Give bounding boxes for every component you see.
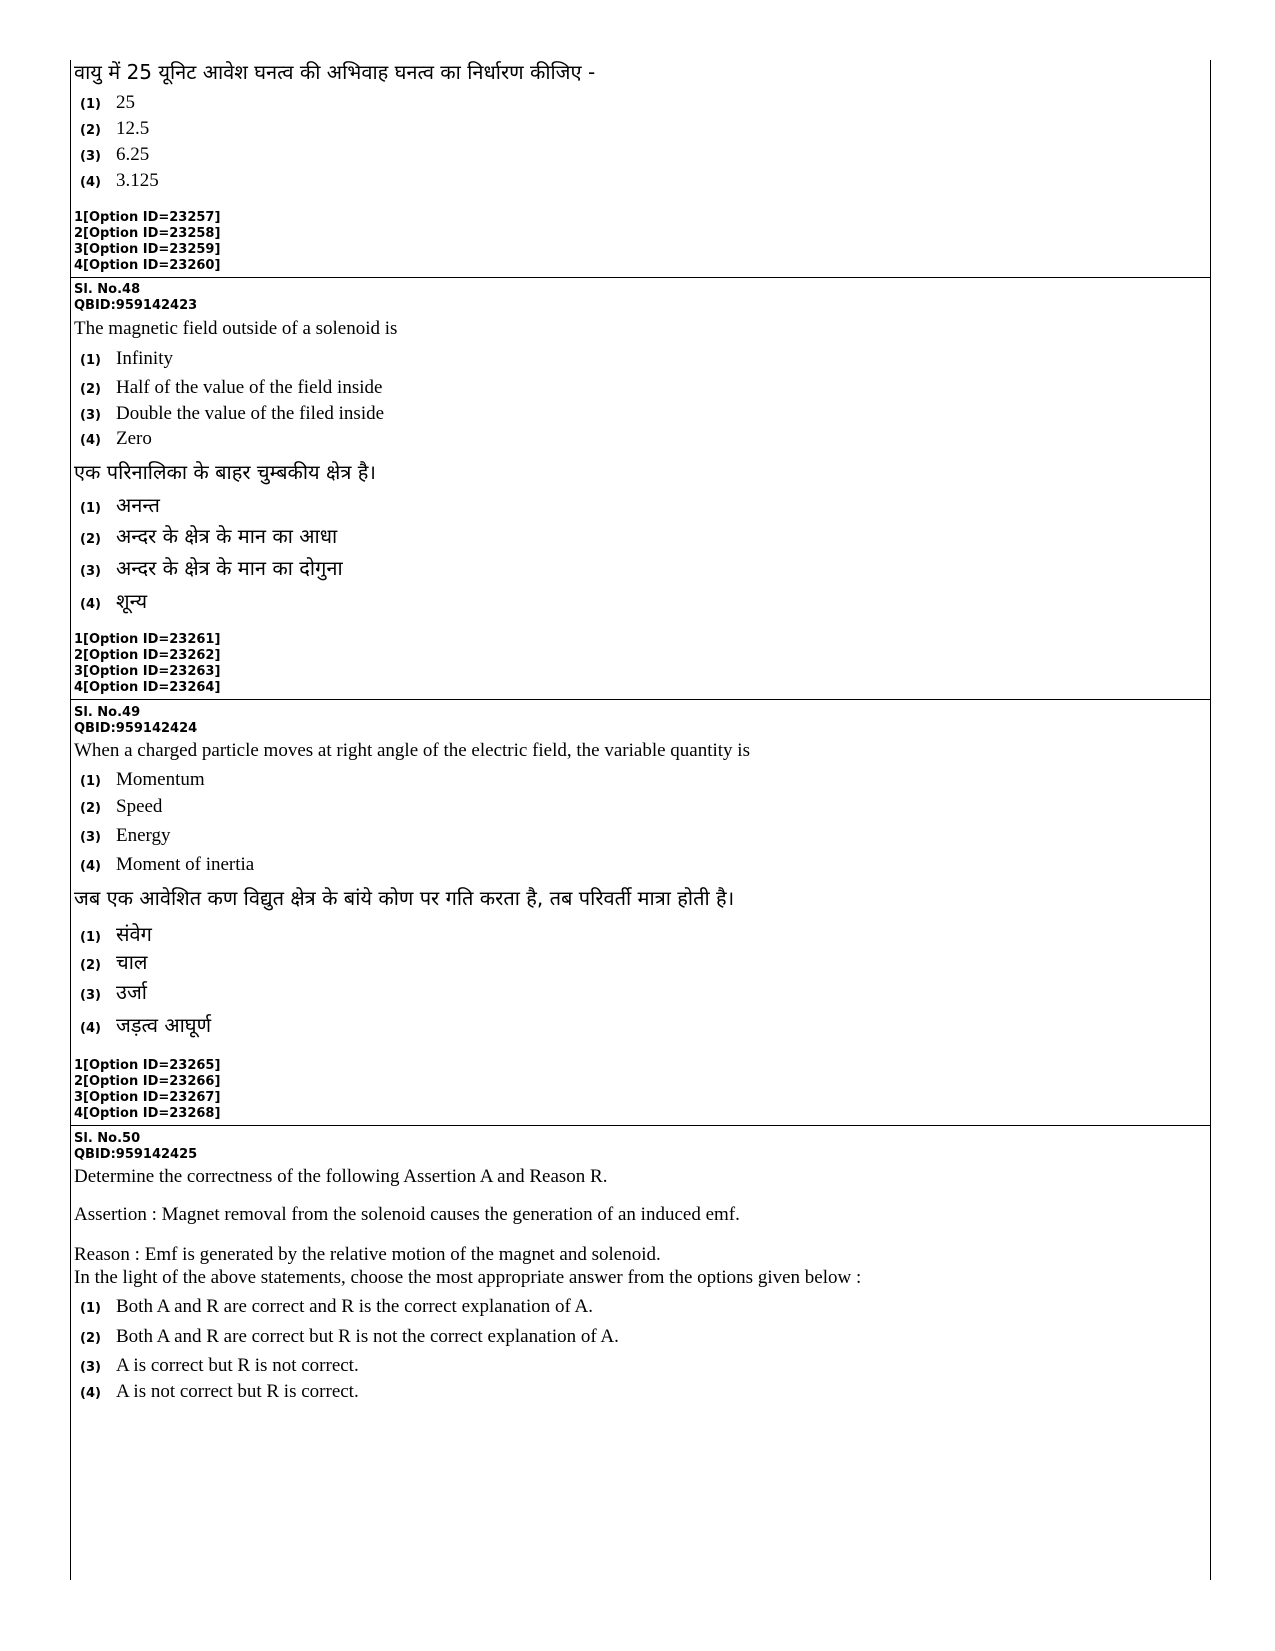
q49-sl-no: Sl. No.49 [74, 705, 141, 720]
q50-reason: Reason : Emf is generated by the relative motion of the magnet and solenoid. [74, 1244, 661, 1265]
q49-hindi-question: जब एक आवेशित कण विद्युत क्षेत्र के बांये कोण पर गति करता है, तब परिवर्ती मात्रा होती है। [74, 886, 735, 910]
divider [70, 277, 1211, 278]
q50-option-1: (1) Both A and R are correct and R is the correct explanation of A. [80, 1296, 593, 1317]
q48-header [74, 282, 1204, 314]
q49-question: When a charged particle moves at right angle of the electric field, the variable quantity is [74, 740, 750, 761]
q50-option-4: (4) A is not correct but R is correct. [80, 1381, 359, 1402]
q49-option-ids: 1[Option ID=23265] 2[Option ID=23266] 3[Option ID=23267] 4[Option ID=23268] [74, 1058, 221, 1121]
q49-option-3: (3) Energy [80, 825, 171, 846]
q48-option-4: (4) Zero [80, 428, 152, 449]
q49-header [74, 705, 1204, 737]
q49-hindi-option-3: (3) उर्जा [80, 980, 147, 1004]
q47-hindi-question: वायु में 25 यूनिट आवेश घनत्व की अभिवाह घनत्व का निर्धारण कीजिए - [74, 60, 596, 84]
q49-hindi-option-1: (1) संवेग [80, 922, 152, 946]
q50-question: Determine the correctness of the following Assertion A and Reason R. [74, 1166, 608, 1187]
q50-option-3: (3) A is correct but R is not correct. [80, 1355, 359, 1376]
q49-option-2: (2) Speed [80, 796, 163, 817]
q47-option-2: (2) 12.5 [80, 118, 150, 139]
q48-option-ids: 1[Option ID=23261] 2[Option ID=23262] 3[Option ID=23263] 4[Option ID=23264] [74, 632, 221, 695]
q49-option-1: (1) Momentum [80, 769, 205, 790]
q49-hindi-option-2: (2) चाल [80, 950, 148, 974]
q48-question: The magnetic field outside of a solenoid is [74, 318, 398, 339]
q48-option-1: (1) Infinity [80, 348, 173, 369]
q49-qbid: QBID:959142424 [74, 721, 198, 736]
q48-option-3: (3) Double the value of the filed inside [80, 403, 385, 424]
q50-option-2: (2) Both A and R are correct but R is not the correct explanation of A. [80, 1326, 619, 1347]
q48-hindi-question: एक परिनालिका के बाहर चुम्बकीय क्षेत्र है। [74, 460, 376, 484]
q48-option-2: (2) Half of the value of the field inside [80, 377, 383, 398]
q48-hindi-option-3: (3) अन्दर के क्षेत्र के मान का दोगुना [80, 556, 343, 580]
q47-option-3: (3) 6.25 [80, 144, 150, 165]
q48-sl-no: Sl. No.48 [74, 282, 141, 297]
q48-hindi-option-1: (1) अनन्त [80, 493, 160, 517]
q48-hindi-option-4: (4) शून्य [80, 589, 148, 613]
q49-option-4: (4) Moment of inertia [80, 854, 255, 875]
q49-hindi-option-4: (4) जड़त्व आघूर्ण [80, 1013, 212, 1037]
left-border [70, 60, 71, 1580]
q50-header [74, 1131, 1204, 1163]
q47-option-4: (4) 3.125 [80, 170, 159, 191]
q47-option-ids: 1[Option ID=23257] 2[Option ID=23258] 3[Option ID=23259] 4[Option ID=23260] [74, 210, 221, 273]
q47-option-1: (1) 25 [80, 92, 135, 113]
q48-hindi-option-2: (2) अन्दर के क्षेत्र के मान का आधा [80, 524, 338, 548]
right-border [1210, 60, 1211, 1580]
divider [70, 1125, 1211, 1126]
q48-qbid: QBID:959142423 [74, 298, 198, 313]
divider [70, 699, 1211, 700]
q50-assertion: Assertion : Magnet removal from the solenoid causes the generation of an induced emf. [74, 1204, 740, 1225]
q50-qbid: QBID:959142425 [74, 1147, 198, 1162]
q50-instruction: In the light of the above statements, choose the most appropriate answer from the options given below : [74, 1267, 862, 1288]
q50-sl-no: Sl. No.50 [74, 1131, 141, 1146]
